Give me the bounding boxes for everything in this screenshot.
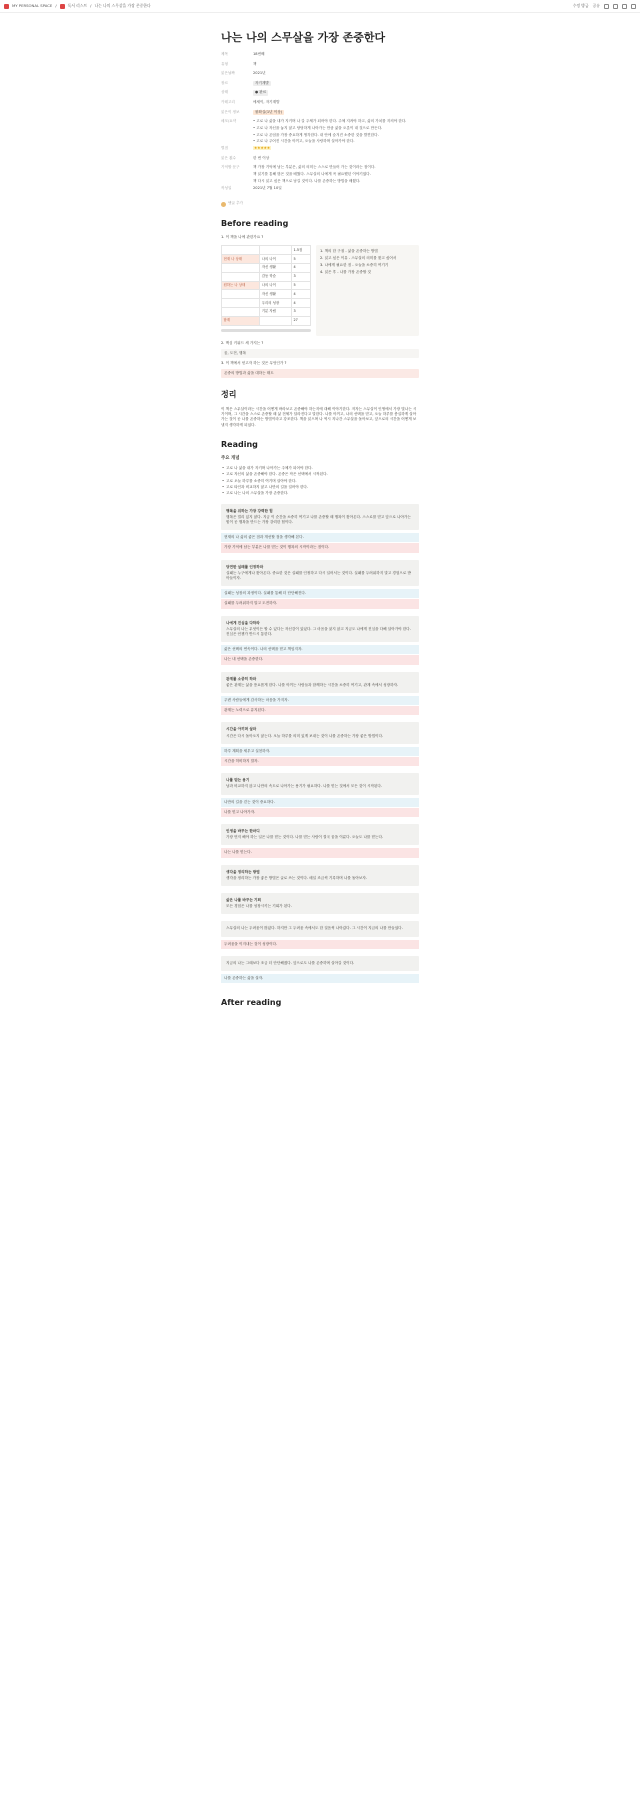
table-cell[interactable]: 기분 자립: [260, 308, 292, 317]
property-row[interactable]: [221, 90, 419, 100]
workspace-icon: [4, 4, 9, 9]
rating-stars: ★★★★★: [254, 146, 271, 151]
highlight-note[interactable]: 삶은 선택의 연속이다. 나의 선택을 믿고 책임지자.: [221, 645, 419, 654]
block-text: 모든 경험은 나를 성장시키는 기회가 된다.: [226, 904, 292, 909]
highlight-note[interactable]: 나는 나를 믿는다.: [221, 848, 419, 857]
highlight-note[interactable]: 실패를 두려워하지 말고 도전하자.: [221, 599, 419, 608]
star-icon[interactable]: [622, 4, 627, 9]
avatar: [221, 202, 226, 207]
question-3: 3. 이 책에서 얻고자 하는 것은 무엇인가 ?: [221, 361, 287, 366]
final-block[interactable]: [221, 956, 419, 971]
answer-3[interactable]: 존중의 방법과 삶을 대하는 태도: [221, 369, 419, 378]
comment-icon[interactable]: [604, 4, 609, 9]
summary-heading: 정리: [221, 390, 237, 400]
table-row: [222, 246, 311, 255]
breadcrumb-page[interactable]: 나는 나의 스무살을 가장 존중한다: [94, 3, 151, 9]
table-scrollbar[interactable]: [221, 329, 311, 332]
answer-2[interactable]: 꿈, 도전, 행복: [221, 349, 419, 358]
property-tag: 불확실(1년 이상): [255, 109, 283, 114]
table-cell[interactable]: [222, 290, 260, 299]
block-title: 나를 믿는 용기: [226, 778, 250, 783]
table-cell[interactable]: 원하는 나 상태: [222, 281, 260, 290]
add-comment[interactable]: 댓글 추가: [221, 201, 419, 206]
properties: [221, 52, 419, 119]
callout-line: 3. 나에게 필요한 점 - 오늘을 소중히 여기기: [320, 263, 389, 268]
table-cell[interactable]: [222, 299, 260, 308]
property-value: 2021년 7월 10일: [253, 185, 282, 190]
property-key: 별점: [221, 146, 228, 151]
reading-list: [221, 466, 419, 497]
property-key: 읽은이 정보: [221, 109, 240, 114]
highlight-note[interactable]: 실패는 성장의 과정이다. 실패를 통해 더 단단해진다.: [221, 589, 419, 598]
property-value: [253, 100, 419, 105]
property-row[interactable]: [221, 100, 419, 110]
table-cell[interactable]: 감동 학습: [260, 272, 292, 281]
table-row: [222, 281, 311, 290]
table-row: [222, 308, 311, 317]
property-value: [253, 62, 419, 67]
final-blocks: [221, 921, 419, 983]
list-item: • 고로 자신의 삶을 존중해야 한다. 존중은 작은 선택에서 시작된다.: [221, 472, 419, 477]
memo-line: • 고로 나 삶을 내가 지키며 나 갈 주체가 되어야 한다. 주체 지켜야 하고, 삶의 가치를 지켜야 한다.: [253, 119, 407, 124]
table-row: [222, 264, 311, 273]
table-cell: 1-5점: [292, 246, 311, 255]
table-row: [222, 316, 311, 325]
highlight-note[interactable]: 주변 사람들에게 감사하는 마음을 가지자.: [221, 696, 419, 705]
table-cell[interactable]: 4: [292, 264, 311, 273]
callout-line: 1. 책의 한 구절 - 삶을 존중하는 방법: [320, 249, 378, 254]
reading-block[interactable]: [221, 560, 419, 587]
table-cell[interactable]: 나의 나이: [260, 281, 292, 290]
block-text: 스무살의 나는 무엇이든 할 수 있다는 자신감이 있었다. 그 마음을 잃지 않고 지금도 나에게 진심을 다해 살아가야 한다. 진심은 언젠가 반드시 통한다.: [226, 626, 411, 637]
question-1: 1. 이 책을 나에 관한가요 ?: [221, 235, 264, 240]
property-value: [253, 119, 419, 146]
table-cell[interactable]: 5: [292, 281, 311, 290]
block-title: 생각을 정리하는 방법: [226, 869, 260, 874]
list-item: • 고로 나는 나의 스무살을 가장 존중한다.: [221, 491, 419, 496]
table-cell[interactable]: [222, 272, 260, 281]
table-row: [222, 255, 311, 264]
highlight-note[interactable]: 나는 내 선택을 존중한다.: [221, 655, 419, 664]
property-tag: 2021년: [253, 71, 266, 76]
property-tag: 에세이, 자기계발: [253, 99, 280, 104]
highlight-note[interactable]: 시간을 허비하지 말자.: [221, 757, 419, 766]
block-title: 삶은 나를 바꾸는 기회: [226, 898, 261, 903]
reading-subheading: 주요 개념: [221, 456, 240, 462]
list-item: • 고로 나 삶을 내가 지키며 나아가는 주체가 되어야 한다.: [221, 466, 419, 471]
list-item: • 고로 오늘 하루를 소중히 여기며 살아야 한다.: [221, 479, 419, 484]
reading-block[interactable]: [221, 616, 419, 643]
block-text: 스무살의 나는 두려움이 많았다. 하지만 그 두려움 속에서도 한 걸음씩 나아갔다. 그 시간이 지금의 나를 만들었다.: [226, 926, 403, 931]
quote-line: 책 읽기를 통해 많은 것을 배웠다. 스무살의 나에게 꼭 필요했던 이야기였다.: [253, 172, 371, 177]
property-key: 제목: [221, 51, 228, 56]
block-text: 시간은 다시 돌아오지 않는다. 오늘 하루를 의미 있게 보내는 것이 나를 존중하는 가장 좋은 방법이다.: [226, 733, 384, 738]
reading-block[interactable]: [221, 672, 419, 693]
table-cell[interactable]: 자신 생활: [260, 290, 292, 299]
before-heading: Before reading: [221, 218, 289, 228]
self-assessment-table: [221, 245, 311, 325]
property-rating[interactable]: [221, 146, 419, 156]
callout: [316, 245, 419, 335]
table-cell[interactable]: 4: [292, 299, 311, 308]
block-title: 인생을 바꾸는 한마디: [226, 829, 260, 834]
top-bar: MY PERSONAL SPACE / 독서 리스트 / 나는 나의 스무살을 가장 존중한다 수정 방금 공유: [0, 0, 640, 13]
table-row: [222, 299, 311, 308]
property-key: 작성일: [221, 185, 232, 190]
quote-block[interactable]: [221, 824, 419, 845]
block-text: 지금의 나는 그때보다 조금 더 단단해졌다. 앞으로도 나를 존중하며 살아갈 것이다.: [226, 960, 355, 965]
memo-line: • 고로 나 자신을 놓지 않고 당당하게 나아가는 만큼 삶을 오롯이 내 것으로 만든다.: [253, 125, 383, 130]
table-cell[interactable]: 5: [292, 255, 311, 264]
page-content: [221, 18, 419, 1015]
quote-blocks: [221, 824, 419, 914]
block-title: 관계를 소중히 하라: [226, 676, 257, 681]
breadcrumb-workspace[interactable]: MY PERSONAL SPACE: [12, 3, 53, 9]
final-block[interactable]: [221, 921, 419, 936]
table-cell[interactable]: 합계: [222, 316, 260, 325]
block-text: 좋은 관계는 삶을 풍요롭게 한다. 나를 아끼는 사람들과 함께하는 시간을 소중히 여기고, 관계 속에서 성장하자.: [226, 682, 399, 687]
property-value: 한 번 이상: [253, 155, 270, 160]
block-title: 당연한 실패를 인정하라: [226, 564, 264, 569]
table-cell[interactable]: 나의 나이: [260, 255, 292, 264]
breadcrumb-section[interactable]: 독서 리스트: [67, 3, 88, 9]
summary-text[interactable]: 이 책은 스무살이라는 시간을 어떻게 바라보고 존중해야 하는지에 대해 이야기한다. 저자는 스무살이 인생에서 가장 빛나는 시기이며, 그 시간을 스스로 존중할 때 삶 전체가 달라진다고 말한다. 나를 아끼고, 나의 선택을 믿고, 오늘 하루를 충실하게 살아가는 것이 곧 나를 존중하는 방법이라고 강조한다. 책을 읽으며 나 역시 지나간 스무살을 돌아보고, 앞으로의 시간을 어떻게 보낼지 생각하게 되었다.: [221, 407, 417, 427]
share-button[interactable]: 공유: [592, 3, 600, 9]
table-cell[interactable]: 3: [292, 272, 311, 281]
memo-line: • 고로 나 주어진 시간을 아끼고, 오늘을 사랑하며 살아가야 한다.: [253, 139, 355, 144]
table-cell[interactable]: 우리의 성장: [260, 299, 292, 308]
property-key: 상태: [221, 90, 228, 95]
highlight-note[interactable]: 하루 계획을 세우고 실천하자.: [221, 747, 419, 756]
list-item: • 고로 타인과 비교하지 않고 나만의 길을 걸어야 한다.: [221, 485, 419, 490]
property-value: [253, 90, 419, 95]
highlight-note[interactable]: 관계는 노력으로 유지된다.: [221, 706, 419, 715]
after-heading: After reading: [221, 998, 282, 1008]
table-cell[interactable]: 27: [292, 316, 311, 325]
property-value: [253, 81, 419, 86]
callout-line: 4. 읽은 후 - 나를 가장 존중할 것: [320, 269, 371, 274]
table-cell[interactable]: [260, 316, 292, 325]
question-2: 2. 핵심 키워드 세 가지는 ?: [221, 340, 264, 345]
block-title: 시간을 아끼며 살라: [226, 727, 257, 732]
property-key: 메모/요약: [221, 119, 237, 124]
quote-line: 책 다시 읽고 싶은 책으로 남길 것이다. 나를 존중하는 방법을 배웠다.: [253, 179, 361, 184]
property-row[interactable]: [221, 81, 419, 91]
highlight-note[interactable]: 나를 존중하는 삶을 살자.: [221, 974, 419, 983]
more-icon[interactable]: [631, 4, 636, 9]
property-tag: 자기계발: [255, 80, 269, 85]
property-value: [253, 71, 419, 76]
property-key: 유형: [221, 61, 228, 66]
table-row: [222, 290, 311, 299]
property-date[interactable]: [221, 186, 419, 196]
block-title: 나에게 진심을 다하라: [226, 620, 260, 625]
callout-line: 2. 읽고 싶은 이유 - 스무살의 의미를 찾고 싶어서: [320, 256, 397, 261]
highlight-note[interactable]: 나만의 길을 걷는 것이 중요하다.: [221, 798, 419, 807]
property-memo[interactable]: [221, 119, 419, 146]
quote-line: 책 가장 기억에 남는 부분은, 삶의 의미는 스스로 만들어 가는 것이라는 점이다.: [253, 165, 376, 170]
table-cell[interactable]: 3: [292, 308, 311, 317]
property-key: 기억할 문구: [221, 165, 240, 170]
table-cell[interactable]: 자신 생활: [260, 264, 292, 273]
block-text: 가장 먼저 해야 하는 일은 나를 믿는 것이다. 나를 믿는 사람이 결국 꿈을 이룬다. 오늘도 나를 믿는다.: [226, 835, 384, 840]
page-title[interactable]: 나는 나의 스무살을 가장 존중한다: [221, 31, 386, 44]
table-cell[interactable]: [222, 308, 260, 317]
property-row[interactable]: [221, 110, 419, 120]
property-value: [253, 52, 419, 57]
table-cell[interactable]: 현재 나 상태: [222, 255, 260, 264]
block-title: 행복을 위하는 가장 강력한 힘: [226, 508, 273, 513]
property-key: 읽은 횟수: [221, 155, 237, 160]
table-cell[interactable]: [222, 264, 260, 273]
reading-block[interactable]: [221, 504, 419, 531]
edited-status: 수정 방금: [572, 3, 589, 9]
reading-block[interactable]: [221, 773, 419, 794]
highlight-note[interactable]: 현재의 나 삶의 좋은 점과 개선할 점을 생각해 본다.: [221, 533, 419, 542]
property-key: 장르: [221, 80, 228, 85]
property-tag: ● 완료: [255, 90, 267, 95]
reading-block[interactable]: [221, 722, 419, 743]
section-icon: [60, 4, 65, 9]
block-text: 남과 비교하지 않고 나만의 속도로 나아가는 용기가 필요하다. 나를 믿는 것에서 모든 것이 시작된다.: [226, 784, 382, 789]
table-cell: [222, 246, 260, 255]
highlight-note[interactable]: 가장 기억에 남는 부분은 나를 믿는 것이 행복의 시작이라는 점이다.: [221, 543, 419, 552]
quote-block[interactable]: [221, 893, 419, 914]
property-value: [253, 110, 419, 115]
highlight-note[interactable]: 두려움을 이겨내는 것이 성장이다.: [221, 940, 419, 949]
block-text: 행복은 멀리 있지 않다. 지금 이 순간을 소중히 여기고 나를 존중할 때 행복이 찾아온다. 스스로를 믿고 앞으로 나아가는 힘이 곧 행복을 만드는 가장 강력한 힘이다.: [226, 514, 411, 524]
property-tag: 18번째: [253, 51, 265, 56]
property-row[interactable]: [221, 52, 419, 62]
property-quote[interactable]: [221, 165, 419, 185]
property-value: [253, 165, 419, 185]
table-row: [222, 272, 311, 281]
history-icon[interactable]: [613, 4, 618, 9]
quote-block[interactable]: [221, 865, 419, 886]
memo-line: • 고로 나 존엄을 가장 중요하게 생각한다. 내 안에 숨겨진 소중한 것을 발견한다.: [253, 132, 379, 137]
highlight-note[interactable]: 나를 믿고 나아가자.: [221, 808, 419, 817]
reading-heading: Reading: [221, 439, 258, 449]
property-key: 읽은날짜: [221, 71, 235, 76]
property-key: 카테고리: [221, 99, 235, 104]
table-cell: [260, 246, 292, 255]
property-row[interactable]: [221, 62, 419, 72]
table-cell[interactable]: 4: [292, 290, 311, 299]
reading-blocks: [221, 504, 419, 817]
property-row[interactable]: [221, 71, 419, 81]
block-text: 실패는 누구에게나 찾아온다. 중요한 것은 실패를 인정하고 다시 일어서는 것이다. 실패를 두려워하지 말고 경험으로 받아들이자.: [226, 570, 411, 580]
block-text: 생각을 정리하는 가장 좋은 방법은 글로 쓰는 것이다. 매일 조금씩 기록하며 나를 돌아보자.: [226, 875, 367, 880]
property-tag: 책: [253, 61, 257, 66]
